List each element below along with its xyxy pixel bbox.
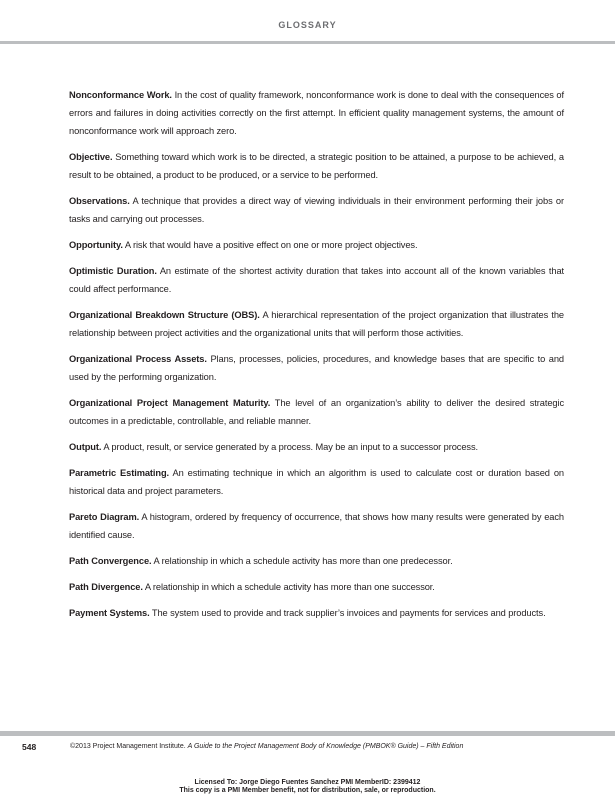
footer-copyright: ©2013 Project Management Institute.: [70, 743, 186, 750]
footer-divider: [0, 731, 615, 736]
page-number: 548: [22, 742, 37, 752]
entry-definition: A relationship in which a schedule activity has more than one successor.: [144, 582, 435, 592]
glossary-entry: [69, 438, 564, 456]
entry-definition: The system used to provide and track supplier’s invoices and payments for services and products.: [151, 608, 546, 618]
entry-term: Organizational Project Management Maturity.: [69, 398, 271, 408]
glossary-entry: [69, 262, 564, 298]
entry-definition: A technique that provides a direct way of viewing individuals in their environment performing their jobs or tasks and carrying out processes.: [69, 196, 564, 224]
entry-term: Pareto Diagram.: [69, 512, 140, 522]
glossary-entry: [69, 552, 564, 570]
glossary-entry: [69, 394, 564, 430]
license-notice: [0, 779, 615, 795]
entry-term: Path Convergence.: [69, 556, 152, 566]
entry-term: Payment Systems.: [69, 608, 150, 618]
entry-definition: A histogram, ordered by frequency of occurrence, that shows how many results were generated by each identified cause.: [69, 512, 564, 540]
glossary-entry: [69, 464, 564, 500]
glossary-entry: [69, 578, 564, 596]
glossary-entry: [69, 604, 564, 622]
entry-definition: Plans, processes, policies, procedures, and knowledge bases that are specific to and used by the performing organization.: [69, 354, 564, 382]
entry-term: Path Divergence.: [69, 582, 143, 592]
glossary-entry: [69, 306, 564, 342]
license-line: Licensed To: Jorge Diego Fuentes Sanchez PMI MemberID: 2399412: [194, 779, 421, 786]
glossary-entry: [69, 350, 564, 386]
header-divider: [0, 41, 615, 44]
glossary-entry: [69, 192, 564, 228]
entry-definition: The level of an organization’s ability to deliver the desired strategic outcomes in a predictable, controllable, and reliable manner.: [69, 398, 564, 426]
glossary-entries: [69, 86, 564, 630]
glossary-entry: [69, 148, 564, 184]
entry-definition: A hierarchical representation of the project organization that illustrates the relationship between project activities and the organizational units that will perform those activities.: [69, 310, 564, 338]
glossary-entry: [69, 236, 564, 254]
entry-term: Output.: [69, 442, 102, 452]
running-header: GLOSSARY: [278, 20, 337, 30]
entry-definition: Something toward which work is to be directed, a strategic position to be attained, a purpose to be achieved, a result to be obtained, a product to be produced, or a service to be performed.: [69, 152, 565, 180]
entry-definition: An estimating technique in which an algorithm is used to calculate cost or duration based on historical data and project parameters.: [69, 468, 564, 496]
entry-term: Opportunity.: [69, 240, 123, 250]
footer-book-title: A Guide to the Project Management Body of Knowledge (PMBOK® Guide) – Fifth Edition: [187, 743, 464, 750]
entry-term: Organizational Breakdown Structure (OBS).: [69, 310, 260, 320]
entry-definition: A relationship in which a schedule activity has more than one predecessor.: [153, 556, 453, 566]
entry-definition: An estimate of the shortest activity duration that takes into account all of the known variables that could affect performance.: [69, 266, 564, 294]
entry-term: Organizational Process Assets.: [69, 354, 207, 364]
entry-term: Observations.: [69, 196, 130, 206]
entry-term: Optimistic Duration.: [69, 266, 157, 276]
license-line: This copy is a PMI Member benefit, not for distribution, sale, or reproduction.: [179, 787, 436, 794]
glossary-entry: [69, 508, 564, 544]
entry-term: Nonconformance Work.: [69, 90, 172, 100]
entry-term: Objective.: [69, 152, 113, 162]
entry-definition: A risk that would have a positive effect on one or more project objectives.: [124, 240, 418, 250]
entry-definition: In the cost of quality framework, nonconformance work is done to deal with the consequences of errors and failures in doing activities correctly on the first attempt. In efficient quality management systems, the amount of nonconformance work will approach zero.: [69, 90, 564, 136]
footer-citation: [70, 743, 463, 750]
entry-definition: A product, result, or service generated by a process. May be an input to a successor process.: [103, 442, 478, 452]
entry-term: Parametric Estimating.: [69, 468, 170, 478]
glossary-entry: [69, 86, 564, 140]
